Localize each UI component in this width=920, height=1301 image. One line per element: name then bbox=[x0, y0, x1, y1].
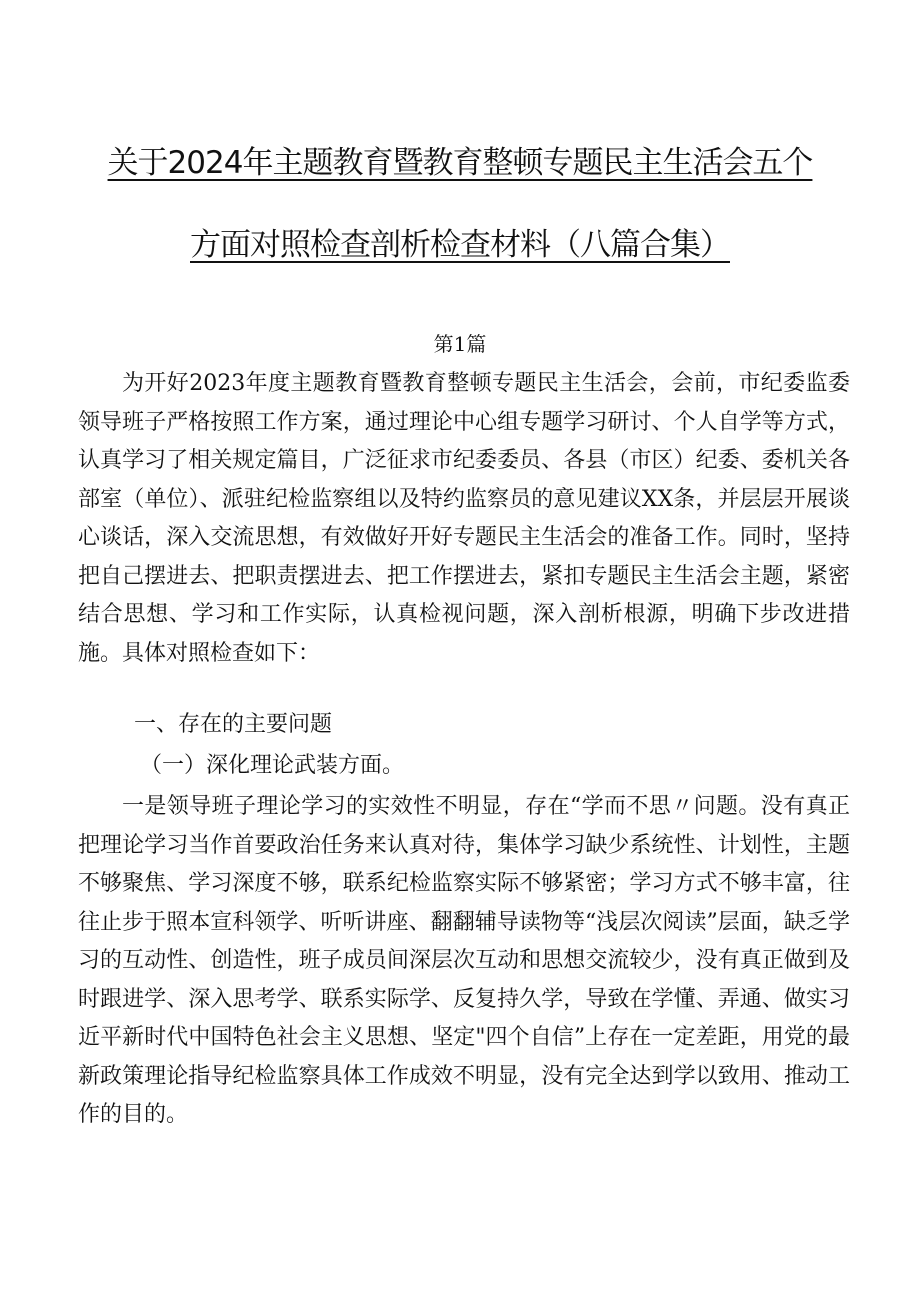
document-title-text-1: 关于2024年主题教育暨教育整顿专题民主生活会五个 bbox=[107, 145, 813, 181]
document-title-text-2: 方面对照检查剖析检查材料（八篇合集） bbox=[190, 227, 730, 263]
document-title-line-1 bbox=[0, 143, 920, 183]
heading-main-problems: 一、存在的主要问题 bbox=[134, 712, 333, 737]
paragraph-intro: 为开好2023年度主题教育暨教育整顿专题民主生活会，会前，市纪委监委领导班子严格按照工作方案，通过理论中心组专题学习研讨、个人自学等方式，认真学习了相关规定篇目，广泛征求市纪委委员、各县（市区）纪委、委机关各部室（单位）、派驻纪检监察组以及特约监察员的意见建议XX条，并层层开展谈心谈话，深入交流思想，有效做好开好专题民主生活会的准备工作。同时，坚持把自己摆进去、把职责摆进去、把工作摆进去，紧扣专题民主生活会主题，紧密结合思想、学习和工作实际，认真检视问题，深入剖析根源，明确下步改进措施。具体对照检查如下： bbox=[78, 371, 850, 666]
heading-theory-armament: （一）深化理论武装方面。 bbox=[140, 753, 405, 778]
section-label: 第1篇 bbox=[433, 332, 487, 356]
paragraph-theory-study: 一是领导班子理论学习的实效性不明显，存在“学而不思〃问题。没有真正把理论学习当作首要政治任务来认真对待，集体学习缺少系统性、计划性，主题不够聚焦、学习深度不够，联系纪检监察实际不够紧密；学习方式不够丰富，往往止步于照本宣科领学、听听讲座、翻翻辅导读物等“浅层次阅读”层面，缺乏学习的互动性、创造性，班子成员间深层次互动和思想交流较少，没有真正做到及时跟进学、深入思考学、联系实际学、反复持久学，导致在学懂、弄通、做实习近平新时代中国特色社会主义思想、坚定"四个自信”上存在一定差距，用党的最新政策理论指导纪检监察具体工作成效不明显，没有完全达到学以致用、推动工作的目的。 bbox=[78, 794, 850, 1127]
document-title-line-2 bbox=[0, 225, 920, 265]
